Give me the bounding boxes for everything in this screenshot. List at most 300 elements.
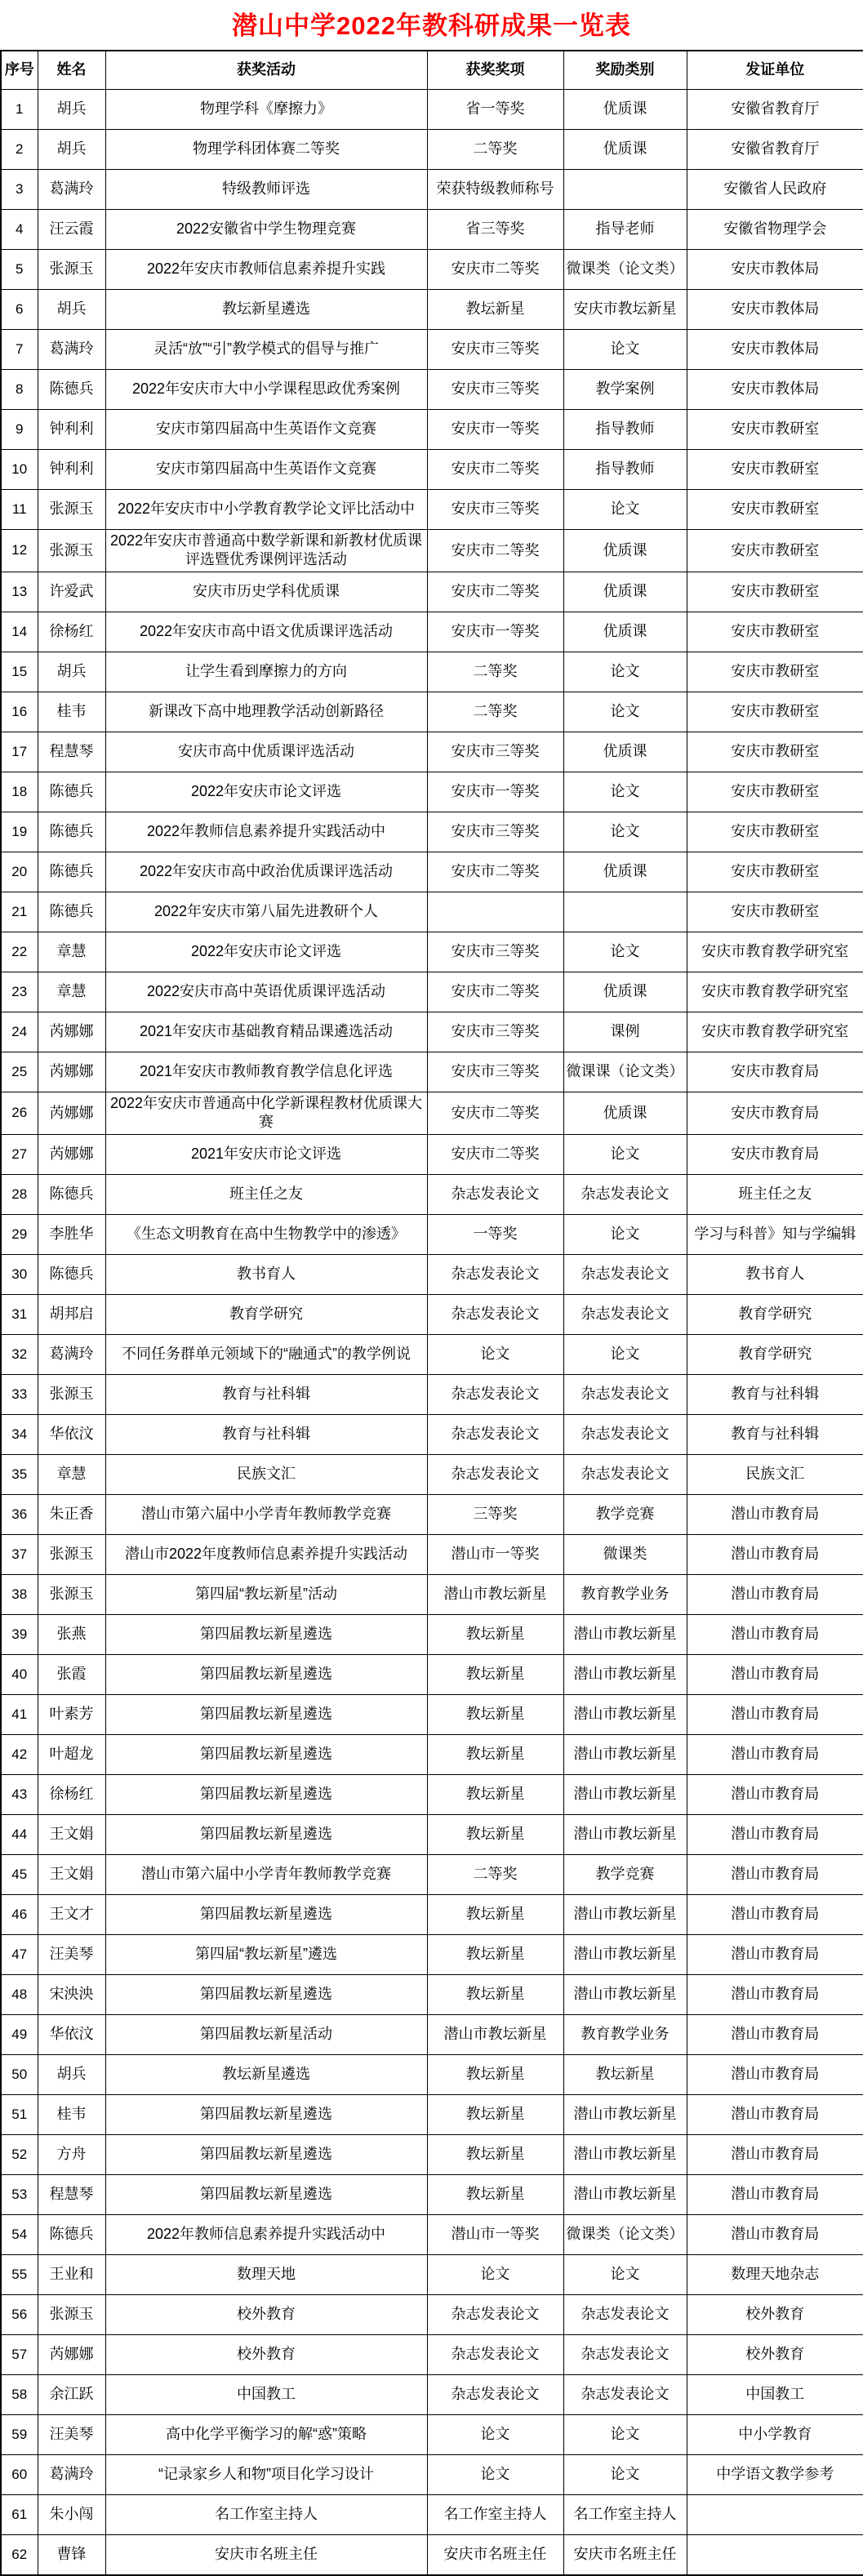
table-cell: 安庆市名班主任: [563, 2534, 687, 2575]
table-cell: 安庆市历史学科优质课: [105, 572, 427, 612]
table-cell: 论文: [563, 1214, 687, 1254]
table-cell: 杂志发表论文: [427, 1254, 563, 1294]
table-cell: 曹锋: [38, 2534, 105, 2575]
table-cell: 47: [1, 1934, 38, 1974]
table-cell: 2022年安庆市大中小学课程思政优秀案例: [105, 370, 427, 410]
table-cell: 安庆市教育局: [687, 1134, 863, 1174]
table-cell: 第四届教坛新星遴选: [105, 1894, 427, 1934]
table-cell: 校外教育: [687, 2334, 863, 2374]
table-cell: 杂志发表论文: [563, 2294, 687, 2334]
table-cell: 潜山市第六届中小学青年教师教学竞赛: [105, 1854, 427, 1894]
table-cell: 二等奖: [427, 130, 563, 170]
table-cell: 13: [1, 572, 38, 612]
table-cell: 民族文汇: [687, 1454, 863, 1494]
table-row: [1, 972, 863, 1012]
table-cell: 论文: [427, 2414, 563, 2454]
table-cell: 华依汶: [38, 2014, 105, 2054]
header-row: [1, 51, 863, 90]
table-cell: 杂志发表论文: [563, 1454, 687, 1494]
table-cell: 17: [1, 732, 38, 772]
table-cell: 45: [1, 1854, 38, 1894]
table-cell: 潜山市教坛新星: [563, 2134, 687, 2174]
table-cell: 安庆市教育局: [687, 1092, 863, 1134]
table-row: [1, 1174, 863, 1214]
table-cell: 安庆市教研室: [687, 450, 863, 490]
table-cell: 2: [1, 130, 38, 170]
table-cell: 潜山市教坛新星: [427, 1574, 563, 1614]
table-cell: 章慧: [38, 972, 105, 1012]
table-cell: 杂志发表论文: [563, 1294, 687, 1334]
table-row: [1, 1092, 863, 1134]
table-row: [1, 1494, 863, 1534]
table-cell: 教坛新星: [427, 2054, 563, 2094]
table-row: [1, 370, 863, 410]
table-cell: 王文娟: [38, 1814, 105, 1854]
table-cell: 省三等奖: [427, 210, 563, 250]
table-cell: 2022年安庆市论文评选: [105, 772, 427, 812]
table-cell: 2022年教师信息素养提升实践活动中: [105, 812, 427, 852]
table-row: [1, 1574, 863, 1614]
table-cell: 2021年安庆市教师教育教学信息化评选: [105, 1052, 427, 1092]
table-cell: 潜山市教育局: [687, 1614, 863, 1654]
table-cell: 陈德兵: [38, 772, 105, 812]
table-cell: 第四届教坛新星遴选: [105, 1774, 427, 1814]
table-cell: 39: [1, 1614, 38, 1654]
table-cell: 芮娜娜: [38, 2334, 105, 2374]
table-cell: 潜山市一等奖: [427, 1534, 563, 1574]
table-row: [1, 1614, 863, 1654]
table-cell: 叶素芳: [38, 1694, 105, 1734]
table-cell: 2022年教师信息素养提升实践活动中: [105, 2214, 427, 2254]
table-cell: 安庆市教研室: [687, 652, 863, 692]
table-cell: 安庆市三等奖: [427, 1052, 563, 1092]
table-row: [1, 692, 863, 732]
table-cell: 钟利利: [38, 450, 105, 490]
table-cell: 安庆市教体局: [687, 330, 863, 370]
table-cell: 优质课: [563, 852, 687, 892]
table-row: [1, 1694, 863, 1734]
table-cell: 杂志发表论文: [427, 1454, 563, 1494]
table-cell: 52: [1, 2134, 38, 2174]
table-cell: 张燕: [38, 1614, 105, 1654]
table-cell: 论文: [563, 932, 687, 972]
table-cell: 1: [1, 90, 38, 130]
column-header: 获奖奖项: [427, 51, 563, 90]
table-row: [1, 1454, 863, 1494]
table-cell: 教书育人: [105, 1254, 427, 1294]
table-cell: 潜山市教育局: [687, 1494, 863, 1534]
table-row: [1, 1974, 863, 2014]
table-cell: 一等奖: [427, 1214, 563, 1254]
table-cell: 第四届“教坛新星”活动: [105, 1574, 427, 1614]
table-cell: 汪云霞: [38, 210, 105, 250]
table-cell: 安庆市三等奖: [427, 330, 563, 370]
table-cell: 32: [1, 1334, 38, 1374]
table-row: [1, 1012, 863, 1052]
table-row: [1, 450, 863, 490]
table-cell: 安庆市教体局: [687, 250, 863, 290]
table-cell: 42: [1, 1734, 38, 1774]
table-cell: 物理学科《摩擦力》: [105, 90, 427, 130]
table-cell: 安庆市教研室: [687, 732, 863, 772]
table-cell: 35: [1, 1454, 38, 1494]
table-cell: 安庆市教体局: [687, 370, 863, 410]
table-cell: 21: [1, 892, 38, 932]
table-cell: 潜山市教育局: [687, 1734, 863, 1774]
table-cell: 杂志发表论文: [563, 1174, 687, 1214]
table-cell: 名工作室主持人: [105, 2494, 427, 2534]
table-cell: 25: [1, 1052, 38, 1092]
table-cell: 潜山市第六届中小学青年教师教学竞赛: [105, 1494, 427, 1534]
table-cell: 潜山市教育局: [687, 2174, 863, 2214]
table-cell: 论文: [563, 652, 687, 692]
table-cell: 芮娜娜: [38, 1134, 105, 1174]
table-cell: 潜山市教坛新星: [427, 2014, 563, 2054]
table-cell: 20: [1, 852, 38, 892]
table-cell: [687, 2494, 863, 2534]
table-cell: 7: [1, 330, 38, 370]
table-cell: 王文娟: [38, 1854, 105, 1894]
table-cell: 胡邦启: [38, 1294, 105, 1334]
table-row: [1, 2374, 863, 2414]
table-cell: 49: [1, 2014, 38, 2054]
table-cell: 34: [1, 1414, 38, 1454]
table-cell: 54: [1, 2214, 38, 2254]
table-cell: 4: [1, 210, 38, 250]
table-cell: 58: [1, 2374, 38, 2414]
table-cell: 37: [1, 1534, 38, 1574]
table-cell: 48: [1, 1974, 38, 2014]
table-row: [1, 2534, 863, 2575]
table-cell: 中小学教育: [687, 2414, 863, 2454]
table-cell: [563, 892, 687, 932]
table-cell: 论文: [427, 1334, 563, 1374]
table-row: [1, 1654, 863, 1694]
table-cell: 杂志发表论文: [563, 2334, 687, 2374]
table-cell: 43: [1, 1774, 38, 1814]
table-cell: 安庆市教体局: [687, 290, 863, 330]
table-cell: 教坛新星: [563, 2054, 687, 2094]
table-cell: 2021年安庆市基础教育精品课遴选活动: [105, 1012, 427, 1052]
table-cell: 安庆市名班主任: [105, 2534, 427, 2575]
table-cell: 优质课: [563, 572, 687, 612]
table-cell: 第四届教坛新星遴选: [105, 2134, 427, 2174]
table-cell: 桂韦: [38, 2094, 105, 2134]
table-cell: 胡兵: [38, 290, 105, 330]
table-cell: [427, 892, 563, 932]
table-cell: 灵活“放”“引”教学模式的倡导与推广: [105, 330, 427, 370]
table-cell: 教坛新星: [427, 1694, 563, 1734]
table-cell: 胡兵: [38, 130, 105, 170]
table-cell: 潜山市2022年度教师信息素养提升实践活动: [105, 1534, 427, 1574]
table-cell: 桂韦: [38, 692, 105, 732]
table-cell: 29: [1, 1214, 38, 1254]
table-cell: 教坛新星: [427, 1974, 563, 2014]
table-cell: 胡兵: [38, 90, 105, 130]
table-cell: 5: [1, 250, 38, 290]
table-cell: 10: [1, 450, 38, 490]
table-cell: 潜山市教育局: [687, 1814, 863, 1854]
table-row: [1, 1414, 863, 1454]
table-cell: 论文: [563, 692, 687, 732]
table-cell: 安庆市二等奖: [427, 1092, 563, 1134]
table-cell: 第四届教坛新星活动: [105, 2014, 427, 2054]
table-cell: 51: [1, 2094, 38, 2134]
table-cell: 班主任之友: [105, 1174, 427, 1214]
table-cell: 安庆市教研室: [687, 852, 863, 892]
table-cell: 论文: [563, 2254, 687, 2294]
table-cell: 朱小闯: [38, 2494, 105, 2534]
table-row: [1, 530, 863, 572]
table-cell: 2022安徽省中学生物理竞赛: [105, 210, 427, 250]
table-cell: 余江跃: [38, 2374, 105, 2414]
table-cell: 安庆市高中优质课评选活动: [105, 732, 427, 772]
table-cell: 18: [1, 772, 38, 812]
table-cell: 31: [1, 1294, 38, 1334]
table-cell: 潜山市教育局: [687, 2214, 863, 2254]
table-row: [1, 2254, 863, 2294]
table-cell: 汪美琴: [38, 1934, 105, 1974]
table-cell: 二等奖: [427, 652, 563, 692]
table-cell: “记录家乡人和物”项目化学习设计: [105, 2454, 427, 2494]
table-row: [1, 892, 863, 932]
table-cell: 优质课: [563, 972, 687, 1012]
table-cell: 2022年安庆市高中语文优质课评选活动: [105, 612, 427, 652]
table-row: [1, 90, 863, 130]
table-cell: 张源玉: [38, 530, 105, 572]
table-cell: 校外教育: [105, 2334, 427, 2374]
table-cell: 潜山市教育局: [687, 1894, 863, 1934]
table-cell: 张源玉: [38, 1534, 105, 1574]
table-cell: 论文: [563, 1134, 687, 1174]
table-cell: 宋泱泱: [38, 1974, 105, 2014]
table-cell: 三等奖: [427, 1494, 563, 1534]
table-cell: 26: [1, 1092, 38, 1134]
table-cell: 3: [1, 170, 38, 210]
table-cell: 新课改下高中地理教学活动创新路径: [105, 692, 427, 732]
table-cell: 第四届教坛新星遴选: [105, 2174, 427, 2214]
table-cell: 陈德兵: [38, 370, 105, 410]
table-cell: 二等奖: [427, 692, 563, 732]
table-cell: 教育与社科辑: [687, 1414, 863, 1454]
table-cell: 杂志发表论文: [427, 1414, 563, 1454]
table-cell: 潜山市教坛新星: [563, 2174, 687, 2214]
table-row: [1, 1854, 863, 1894]
table-cell: 19: [1, 812, 38, 852]
table-cell: 杂志发表论文: [427, 2294, 563, 2334]
table-cell: 潜山市教育局: [687, 1534, 863, 1574]
table-body: [1, 90, 863, 2575]
table-cell: 潜山市教育局: [687, 1974, 863, 2014]
table-cell: 第四届教坛新星遴选: [105, 1654, 427, 1694]
table-cell: 陈德兵: [38, 852, 105, 892]
table-cell: 葛满玲: [38, 1334, 105, 1374]
table-cell: 物理学科团体赛二等奖: [105, 130, 427, 170]
table-cell: 班主任之友: [687, 1174, 863, 1214]
table-cell: 潜山市教坛新星: [563, 1694, 687, 1734]
table-cell: 教育教学业务: [563, 1574, 687, 1614]
table-cell: 论文: [563, 1334, 687, 1374]
table-cell: 教育学研究: [105, 1294, 427, 1334]
table-cell: 16: [1, 692, 38, 732]
table-row: [1, 1294, 863, 1334]
table-cell: 论文: [563, 330, 687, 370]
table-cell: 教坛新星: [427, 1614, 563, 1654]
table-cell: 论文: [563, 2414, 687, 2454]
table-cell: 潜山市一等奖: [427, 2214, 563, 2254]
table-cell: 微课类（论文类）: [563, 2214, 687, 2254]
table-cell: 33: [1, 1374, 38, 1414]
table-cell: 章慧: [38, 932, 105, 972]
table-cell: 潜山市教育局: [687, 1694, 863, 1734]
table-cell: 潜山市教育局: [687, 1654, 863, 1694]
table-cell: 钟利利: [38, 410, 105, 450]
table-cell: 潜山市教育局: [687, 2054, 863, 2094]
table-row: [1, 772, 863, 812]
table-cell: 安庆市教坛新星: [563, 290, 687, 330]
table-cell: 优质课: [563, 530, 687, 572]
table-cell: 杂志发表论文: [563, 1414, 687, 1454]
table-cell: 56: [1, 2294, 38, 2334]
table-cell: 校外教育: [687, 2294, 863, 2334]
table-cell: 二等奖: [427, 1854, 563, 1894]
table-cell: 教学竞赛: [563, 1854, 687, 1894]
table-cell: 安庆市第四届高中生英语作文竞赛: [105, 450, 427, 490]
table-row: [1, 812, 863, 852]
table-cell: 张源玉: [38, 250, 105, 290]
table-cell: 28: [1, 1174, 38, 1214]
table-cell: 安庆市二等奖: [427, 450, 563, 490]
results-table: [0, 50, 863, 2576]
table-cell: 张源玉: [38, 490, 105, 530]
table-cell: 芮娜娜: [38, 1052, 105, 1092]
table-cell: 第四届教坛新星遴选: [105, 1694, 427, 1734]
table-cell: 微课类: [563, 1534, 687, 1574]
table-cell: 59: [1, 2414, 38, 2454]
table-cell: 葛满玲: [38, 2454, 105, 2494]
table-cell: 让学生看到摩擦力的方向: [105, 652, 427, 692]
table-cell: 张源玉: [38, 2294, 105, 2334]
table-cell: 程慧琴: [38, 2174, 105, 2214]
table-cell: 安徽省人民政府: [687, 170, 863, 210]
table-cell: 2022年安庆市论文评选: [105, 932, 427, 972]
table-cell: 安庆市三等奖: [427, 812, 563, 852]
table-cell: 微课课（论文类）: [563, 1052, 687, 1092]
table-cell: 6: [1, 290, 38, 330]
table-cell: 杂志发表论文: [563, 1254, 687, 1294]
table-cell: 潜山市教坛新星: [563, 1654, 687, 1694]
table-row: [1, 410, 863, 450]
table-cell: 中学语文教学参考: [687, 2454, 863, 2494]
table-cell: [563, 170, 687, 210]
table-cell: 安庆市一等奖: [427, 410, 563, 450]
table-cell: 50: [1, 2054, 38, 2094]
table-cell: 潜山市教坛新星: [563, 1814, 687, 1854]
table-cell: 潜山市教坛新星: [563, 1614, 687, 1654]
table-cell: 教坛新星遴选: [105, 290, 427, 330]
table-cell: 潜山市教育局: [687, 2014, 863, 2054]
table-cell: 安庆市二等奖: [427, 572, 563, 612]
column-header: 获奖活动: [105, 51, 427, 90]
table-cell: 《生态文明教育在高中生物教学中的渗透》: [105, 1214, 427, 1254]
table-cell: 张源玉: [38, 1374, 105, 1414]
table-cell: 第四届教坛新星遴选: [105, 1974, 427, 2014]
table-cell: 指导老师: [563, 210, 687, 250]
table-row: [1, 852, 863, 892]
table-cell: 教坛新星: [427, 1934, 563, 1974]
table-cell: 杂志发表论文: [427, 2334, 563, 2374]
table-cell: 优质课: [563, 612, 687, 652]
table-row: [1, 1214, 863, 1254]
table-cell: 胡兵: [38, 652, 105, 692]
table-cell: 论文: [427, 2454, 563, 2494]
table-cell: 汪美琴: [38, 2414, 105, 2454]
table-cell: 论文: [427, 2254, 563, 2294]
table-row: [1, 170, 863, 210]
table-cell: 荣获特级教师称号: [427, 170, 563, 210]
table-cell: 潜山市教坛新星: [563, 1974, 687, 2014]
table-cell: 论文: [563, 2454, 687, 2494]
table-cell: 教坛新星: [427, 1894, 563, 1934]
column-header: 发证单位: [687, 51, 863, 90]
table-cell: 叶超龙: [38, 1734, 105, 1774]
table-cell: 教育与社科辑: [687, 1374, 863, 1414]
table-row: [1, 1134, 863, 1174]
table-row: [1, 1774, 863, 1814]
table-row: [1, 2334, 863, 2374]
table-cell: 方舟: [38, 2134, 105, 2174]
table-cell: 2021年安庆市论文评选: [105, 1134, 427, 1174]
table-cell: 安庆市教研室: [687, 572, 863, 612]
table-cell: 36: [1, 1494, 38, 1534]
table-cell: 陈德兵: [38, 2214, 105, 2254]
table-cell: 安庆市教研室: [687, 490, 863, 530]
table-cell: 优质课: [563, 90, 687, 130]
table-cell: 教育学研究: [687, 1334, 863, 1374]
table-cell: 潜山市教育局: [687, 2094, 863, 2134]
table-row: [1, 2214, 863, 2254]
table-cell: 44: [1, 1814, 38, 1854]
table-cell: 葛满玲: [38, 330, 105, 370]
table-cell: 优质课: [563, 130, 687, 170]
table-cell: 2022安庆市高中英语优质课评选活动: [105, 972, 427, 1012]
table-cell: 教育与社科辑: [105, 1374, 427, 1414]
table-cell: 教育学研究: [687, 1294, 863, 1334]
table-cell: 朱正香: [38, 1494, 105, 1534]
table-cell: 潜山市教育局: [687, 1574, 863, 1614]
table-cell: 指导教师: [563, 450, 687, 490]
table-cell: 12: [1, 530, 38, 572]
table-cell: 潜山市教坛新星: [563, 1894, 687, 1934]
table-row: [1, 2134, 863, 2174]
table-row: [1, 732, 863, 772]
table-cell: 省一等奖: [427, 90, 563, 130]
table-row: [1, 572, 863, 612]
table-row: [1, 210, 863, 250]
table-cell: 53: [1, 2174, 38, 2214]
table-cell: 王文才: [38, 1894, 105, 1934]
table-cell: 陈德兵: [38, 1254, 105, 1294]
table-cell: 57: [1, 2334, 38, 2374]
table-row: [1, 2494, 863, 2534]
table-row: [1, 1334, 863, 1374]
page-title: 潜山中学2022年教科研成果一览表: [232, 11, 631, 40]
table-cell: 安庆市第四届高中生英语作文竞赛: [105, 410, 427, 450]
table-cell: 安庆市教研室: [687, 812, 863, 852]
table-cell: 华依汶: [38, 1414, 105, 1454]
table-row: [1, 932, 863, 972]
table-cell: 葛满玲: [38, 170, 105, 210]
